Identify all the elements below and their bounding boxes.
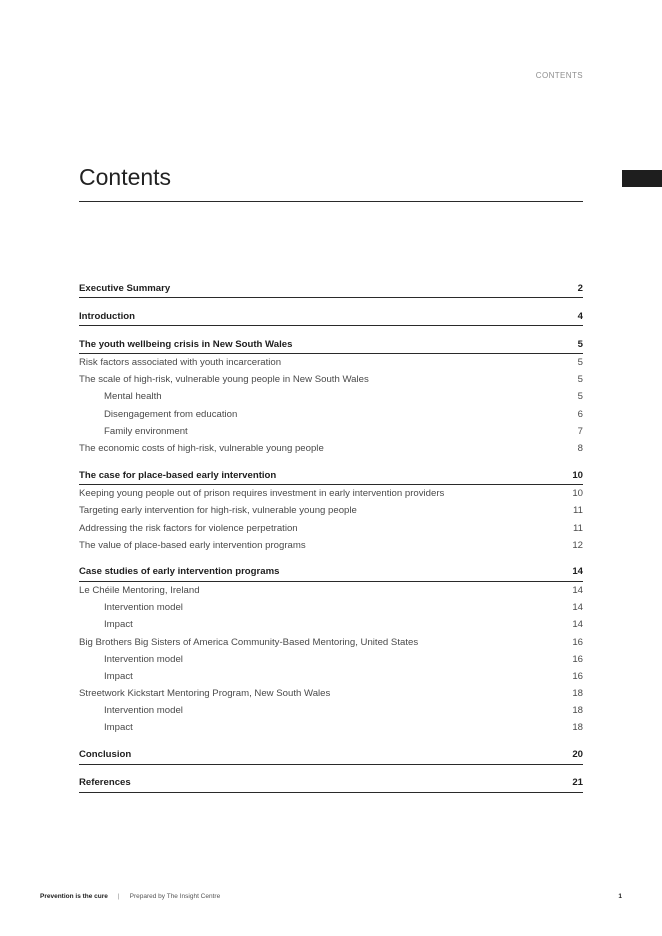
toc-entry[interactable] — [79, 423, 583, 440]
toc-entry-label: Conclusion — [79, 749, 132, 761]
toc-entry[interactable] — [79, 616, 583, 633]
toc-entry-label: Targeting early intervention for high-risk, vulnerable young people — [79, 505, 357, 517]
toc-section-entry[interactable] — [79, 774, 583, 793]
toc-entry-page: 11 — [573, 505, 583, 517]
toc-entry[interactable] — [79, 719, 583, 736]
toc-section-entry[interactable] — [79, 335, 583, 354]
toc-entry-label: Keeping young people out of prison requires investment in early intervention providers — [79, 488, 445, 500]
toc-entry-page: 10 — [572, 469, 583, 481]
toc-entry-page: 4 — [577, 310, 583, 322]
title-divider — [79, 201, 583, 202]
toc-entry-page: 2 — [577, 282, 583, 294]
page-title: Contents — [79, 164, 172, 190]
page-footer — [40, 893, 622, 900]
toc-entry-page: 21 — [572, 777, 583, 789]
toc-entry-page: 18 — [572, 705, 583, 717]
toc-entry-label: Introduction — [79, 310, 135, 322]
toc-entry[interactable] — [79, 440, 583, 457]
toc-entry-label: Impact — [104, 670, 133, 682]
toc-section-entry[interactable] — [79, 746, 583, 765]
toc-entry-page: 7 — [577, 425, 583, 437]
toc-entry[interactable] — [79, 485, 583, 502]
toc-entry-label: The scale of high-risk, vulnerable young people in New South Wales — [79, 374, 369, 386]
footer-page-number: 1 — [618, 893, 622, 900]
toc-entry[interactable] — [79, 599, 583, 616]
toc-entry-label: Family environment — [104, 425, 188, 437]
toc-entry-page: 16 — [572, 653, 583, 665]
toc-entry-label: Intervention model — [104, 602, 183, 614]
toc-entry-label: Addressing the risk factors for violence perpetration — [79, 522, 298, 534]
toc-entry-label: References — [79, 777, 131, 789]
toc-entry[interactable] — [79, 702, 583, 719]
toc-entry[interactable] — [79, 633, 583, 650]
toc-entry-page: 20 — [572, 749, 583, 761]
toc-section-entry[interactable] — [79, 466, 583, 485]
toc-entry-page: 5 — [577, 357, 583, 369]
toc-entry-page: 14 — [572, 584, 583, 596]
toc-entry-label: Impact — [104, 722, 133, 734]
toc-entry[interactable] — [79, 406, 583, 423]
toc-entry[interactable] — [79, 651, 583, 668]
toc-entry-label: Case studies of early intervention programs — [79, 566, 280, 578]
toc-entry-label: Intervention model — [104, 705, 183, 717]
toc-entry-label: Streetwork Kickstart Mentoring Program, New South Wales — [79, 688, 331, 700]
toc-entry-label: The economic costs of high-risk, vulnerable young people — [79, 443, 324, 455]
toc-entry-label: Disengagement from education — [104, 408, 238, 420]
toc-entry[interactable] — [79, 520, 583, 537]
toc-entry-page: 11 — [573, 522, 583, 534]
toc-entry-label: Mental health — [104, 391, 162, 403]
toc-section-entry[interactable] — [79, 307, 583, 326]
toc-entry[interactable] — [79, 354, 583, 371]
toc-entry-page: 14 — [572, 566, 583, 578]
footer-separator: | — [117, 893, 120, 900]
toc-entry[interactable] — [79, 502, 583, 519]
toc-entry-page: 18 — [572, 688, 583, 700]
toc-entry-label: The case for place-based early intervention — [79, 469, 277, 481]
toc-entry[interactable] — [79, 388, 583, 405]
table-of-contents — [79, 279, 583, 793]
toc-entry-page: 5 — [577, 374, 583, 386]
footer-prepared-by: Prepared by The Insight Centre — [129, 893, 221, 900]
toc-entry-page: 5 — [577, 338, 583, 350]
toc-entry-label: Impact — [104, 619, 133, 631]
toc-entry-page: 16 — [572, 636, 583, 648]
toc-entry[interactable] — [79, 537, 583, 554]
section-edge-tab — [622, 170, 662, 187]
toc-entry[interactable] — [79, 668, 583, 685]
toc-entry-page: 10 — [572, 488, 583, 500]
toc-entry[interactable] — [79, 371, 583, 388]
toc-entry-page: 14 — [572, 602, 583, 614]
toc-entry-label: Le Chéile Mentoring, Ireland — [79, 584, 200, 596]
toc-entry-label: Executive Summary — [79, 282, 171, 294]
toc-entry-page: 8 — [577, 443, 583, 455]
toc-entry[interactable] — [79, 582, 583, 599]
toc-entry-page: 14 — [572, 619, 583, 631]
toc-entry-label: Big Brothers Big Sisters of America Community-Based Mentoring, United States — [79, 636, 419, 648]
toc-entry-label: Intervention model — [104, 653, 183, 665]
toc-entry-page: 18 — [572, 722, 583, 734]
toc-entry-label: The value of place-based early intervention programs — [79, 539, 306, 551]
toc-entry-label: Risk factors associated with youth incarceration — [79, 357, 282, 369]
running-header: CONTENTS — [535, 71, 583, 80]
toc-section-entry[interactable] — [79, 279, 583, 298]
footer-brand: Prevention is the cure — [40, 893, 108, 900]
toc-entry-page: 16 — [572, 670, 583, 682]
toc-entry-page: 6 — [577, 408, 583, 420]
toc-section-entry[interactable] — [79, 563, 583, 582]
toc-entry[interactable] — [79, 685, 583, 702]
toc-entry-page: 12 — [572, 539, 583, 551]
toc-entry-label: The youth wellbeing crisis in New South Wales — [79, 338, 293, 350]
toc-entry-page: 5 — [577, 391, 583, 403]
